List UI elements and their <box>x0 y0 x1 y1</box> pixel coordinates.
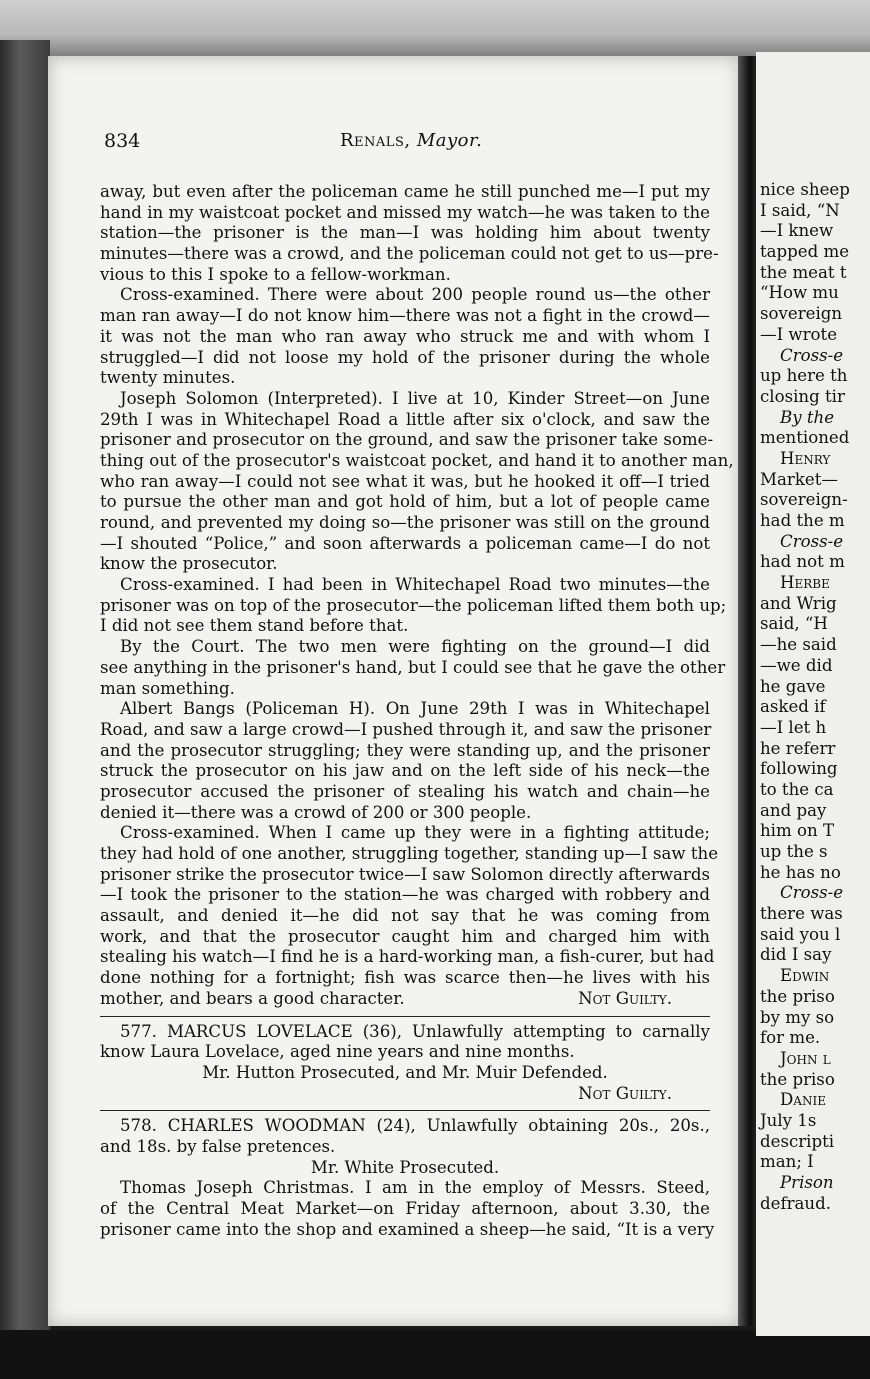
text-line: he referr <box>760 738 836 758</box>
text-line: mother, and bears a good character. <box>100 988 405 1008</box>
text-line: Road, and saw a large crowd—I pushed through it, and saw the prisoner <box>100 719 712 739</box>
text-line: had the m <box>760 511 845 530</box>
text-line: by my so <box>760 1007 835 1027</box>
text-line: away, but even after the policeman came he still punched me—I put my <box>100 182 710 201</box>
book-page-right <box>756 52 870 1336</box>
text-line: prisoner strike the prosecutor twice—I saw Solomon directly afterwards <box>100 864 710 884</box>
text-line: and the prosecutor struggling; they were standing up, and the prisoner <box>100 740 710 760</box>
text-line: —he said <box>760 635 837 655</box>
running-head-title: Mayor. <box>416 130 483 151</box>
page-header <box>104 130 704 160</box>
page-number: 834 <box>104 130 141 152</box>
text-line: Herbe <box>780 573 830 593</box>
text-line: Henry <box>780 448 831 468</box>
running-head-name: Renals, <box>340 130 411 151</box>
text-line: he gave <box>760 676 826 696</box>
facing-page-text <box>760 180 870 1214</box>
scan-top-margin <box>0 0 870 58</box>
text-line: assault, and denied it—he did not say that he was coming from <box>100 906 710 926</box>
text-line: up here th <box>760 366 848 386</box>
page-body <box>100 182 734 1240</box>
text-line: up the s <box>760 842 828 861</box>
text-line: man something. <box>100 678 235 698</box>
text-line: mentioned <box>760 428 850 448</box>
text-line: thing out of the prosecutor's waistcoat pocket, and hand it to another man, <box>100 450 734 470</box>
text-line: they had hold of one another, struggling together, standing up—I saw the <box>100 844 719 863</box>
verdict: Not Guilty. <box>578 1083 672 1103</box>
text-line: and Wrig <box>760 593 837 613</box>
text-line: and 18s. by false pretences. <box>100 1136 336 1156</box>
text-line: prisoner was on top of the prosecutor—the policeman lifted them both up; <box>100 595 727 615</box>
text-line: he has no <box>760 862 841 882</box>
text-line: By the Court. The two men were fighting on the ground—I did <box>120 637 710 657</box>
text-line: Albert Bangs (Policeman H). On June 29th I was in Whitechapel <box>120 699 710 719</box>
text-line: sovereign- <box>760 490 848 510</box>
text-line: —I let h <box>760 717 827 737</box>
text-line: had not m <box>760 552 845 572</box>
text-line: Market— <box>760 469 838 489</box>
text-line: closing tir <box>760 386 845 406</box>
section-rule <box>100 1110 710 1111</box>
running-head <box>340 130 482 151</box>
text-line: —I wrote <box>760 324 838 344</box>
text-line: said you l <box>760 924 841 944</box>
text-line: struck the prosecutor on his jaw and on the left side of his neck—the <box>100 761 710 781</box>
text-line: of the Central Meat Market—on Friday afternoon, about 3.30, the <box>100 1199 710 1218</box>
text-line: it was not the man who ran away who struck me and with whom I <box>100 326 710 346</box>
text-line: hand in my waistcoat pocket and missed my watch—he was taken to the <box>100 202 710 222</box>
text-line: Prison <box>780 1173 834 1192</box>
text-line: John l <box>780 1048 831 1068</box>
text-line: man ran away—I do not know him—there was not a fight in the crowd— <box>100 306 710 326</box>
text-line: Cross-e <box>780 531 844 551</box>
text-line: descripti <box>760 1131 835 1151</box>
text-line: prisoner and prosecutor on the ground, and saw the prisoner take some- <box>100 430 714 450</box>
counsel-line: Mr. White Prosecuted. <box>310 1157 500 1177</box>
text-line: nice sheep <box>760 180 850 199</box>
text-line: and pay <box>760 800 827 820</box>
text-line: By the <box>780 407 835 427</box>
text-line: to the ca <box>760 779 834 799</box>
text-line: the meat t <box>760 262 847 282</box>
text-line: struggled—I did not loose my hold of the prisoner during the whole <box>100 347 710 367</box>
text-line: prosecutor accused the prisoner of stealing his watch and chain—he <box>100 781 710 801</box>
text-line: minutes—there was a crowd, and the policeman could not get to us—pre- <box>100 244 719 264</box>
text-line: denied it—there was a crowd of 200 or 300 people. <box>100 802 532 822</box>
text-line: Joseph Solomon (Interpreted). I live at 10, Kinder Street—on June <box>120 388 710 408</box>
text-line: Edwin <box>780 966 830 986</box>
text-line: Cross-examined. When I came up they were in a fighting attitude; <box>120 823 710 843</box>
text-line: work, and that the prosecutor caught him and charged him with <box>100 926 710 946</box>
text-line: the priso <box>760 1069 835 1089</box>
text-line: asked if <box>760 697 826 717</box>
scan-bottom-margin <box>0 1330 870 1379</box>
text-line: Cross-examined. I had been in Whitechapel Road two minutes—the <box>120 575 710 595</box>
text-line: the priso <box>760 986 835 1006</box>
text-line: for me. <box>760 1028 821 1048</box>
text-line: see anything in the prisoner's hand, but I could see that he gave the other <box>100 657 726 677</box>
text-line: round, and prevented my doing so—the prisoner was still on the ground <box>100 513 710 532</box>
text-line: know Laura Lovelace, aged nine years and nine months. <box>100 1042 575 1062</box>
text-line: defraud. <box>760 1193 831 1213</box>
text-line: prisoner came into the shop and examined a sheep—he said, “It is a very <box>100 1219 715 1239</box>
verdict: Not Guilty. <box>578 988 672 1008</box>
text-line: to pursue the other man and got hold of him, but a lot of people came <box>100 492 710 512</box>
text-line: I said, “N <box>760 200 840 220</box>
text-line: tapped me <box>760 242 850 262</box>
text-line: him on T <box>760 821 835 841</box>
text-line: July 1s <box>760 1110 817 1130</box>
text-line: I did not see them stand before that. <box>100 616 409 636</box>
text-line: said, “H <box>760 614 828 634</box>
text-line: —I took the prisoner to the station—he was charged with robbery and <box>100 885 710 905</box>
text-line: Danie <box>780 1090 826 1110</box>
text-line: vious to this I spoke to a fellow-workman. <box>100 264 451 284</box>
text-line: man; I <box>760 1152 814 1172</box>
text-line: sovereign <box>760 304 843 324</box>
text-line: know the prosecutor. <box>100 554 278 574</box>
text-line: who ran away—I could not see what it was, but he hooked it off—I tried <box>100 471 710 491</box>
text-line: Cross-e <box>780 883 844 903</box>
text-line: “How mu <box>760 283 839 303</box>
text-line: station—the prisoner is the man—I was holding him about twenty <box>100 223 710 243</box>
book-edge-left <box>0 40 50 1340</box>
text-line: 29th I was in Whitechapel Road a little after six o'clock, and saw the <box>100 409 710 429</box>
text-line: Cross-examined. There were about 200 people round us—the other <box>120 285 710 305</box>
text-line: —I shouted “Police,” and soon afterwards a policeman came—I do not <box>100 533 710 553</box>
text-line: —I knew <box>760 221 834 241</box>
text-line: following <box>760 759 838 779</box>
text-line: Thomas Joseph Christmas. I am in the employ of Messrs. Steed, <box>120 1178 710 1198</box>
text-line: done nothing for a fortnight; fish was scarce then—he lives with his <box>100 968 710 988</box>
case-heading: 578. CHARLES WOODMAN (24), Unlawfully obtaining 20s., 20s., <box>120 1116 710 1136</box>
case-heading: 577. MARCUS LOVELACE (36), Unlawfully attempting to carnally <box>120 1021 710 1041</box>
text-line: did I say <box>760 945 832 965</box>
text-line: —we did <box>760 655 833 675</box>
counsel-line: Mr. Hutton Prosecuted, and Mr. Muir Defended. <box>202 1062 608 1082</box>
text-line: there was <box>760 904 843 924</box>
book-gutter <box>738 56 758 1326</box>
text-line: stealing his watch—I find he is a hard-working man, a fish-curer, but had <box>100 947 715 967</box>
section-rule <box>100 1016 710 1017</box>
text-line: twenty minutes. <box>100 368 236 388</box>
text-line: Cross-e <box>780 345 844 365</box>
